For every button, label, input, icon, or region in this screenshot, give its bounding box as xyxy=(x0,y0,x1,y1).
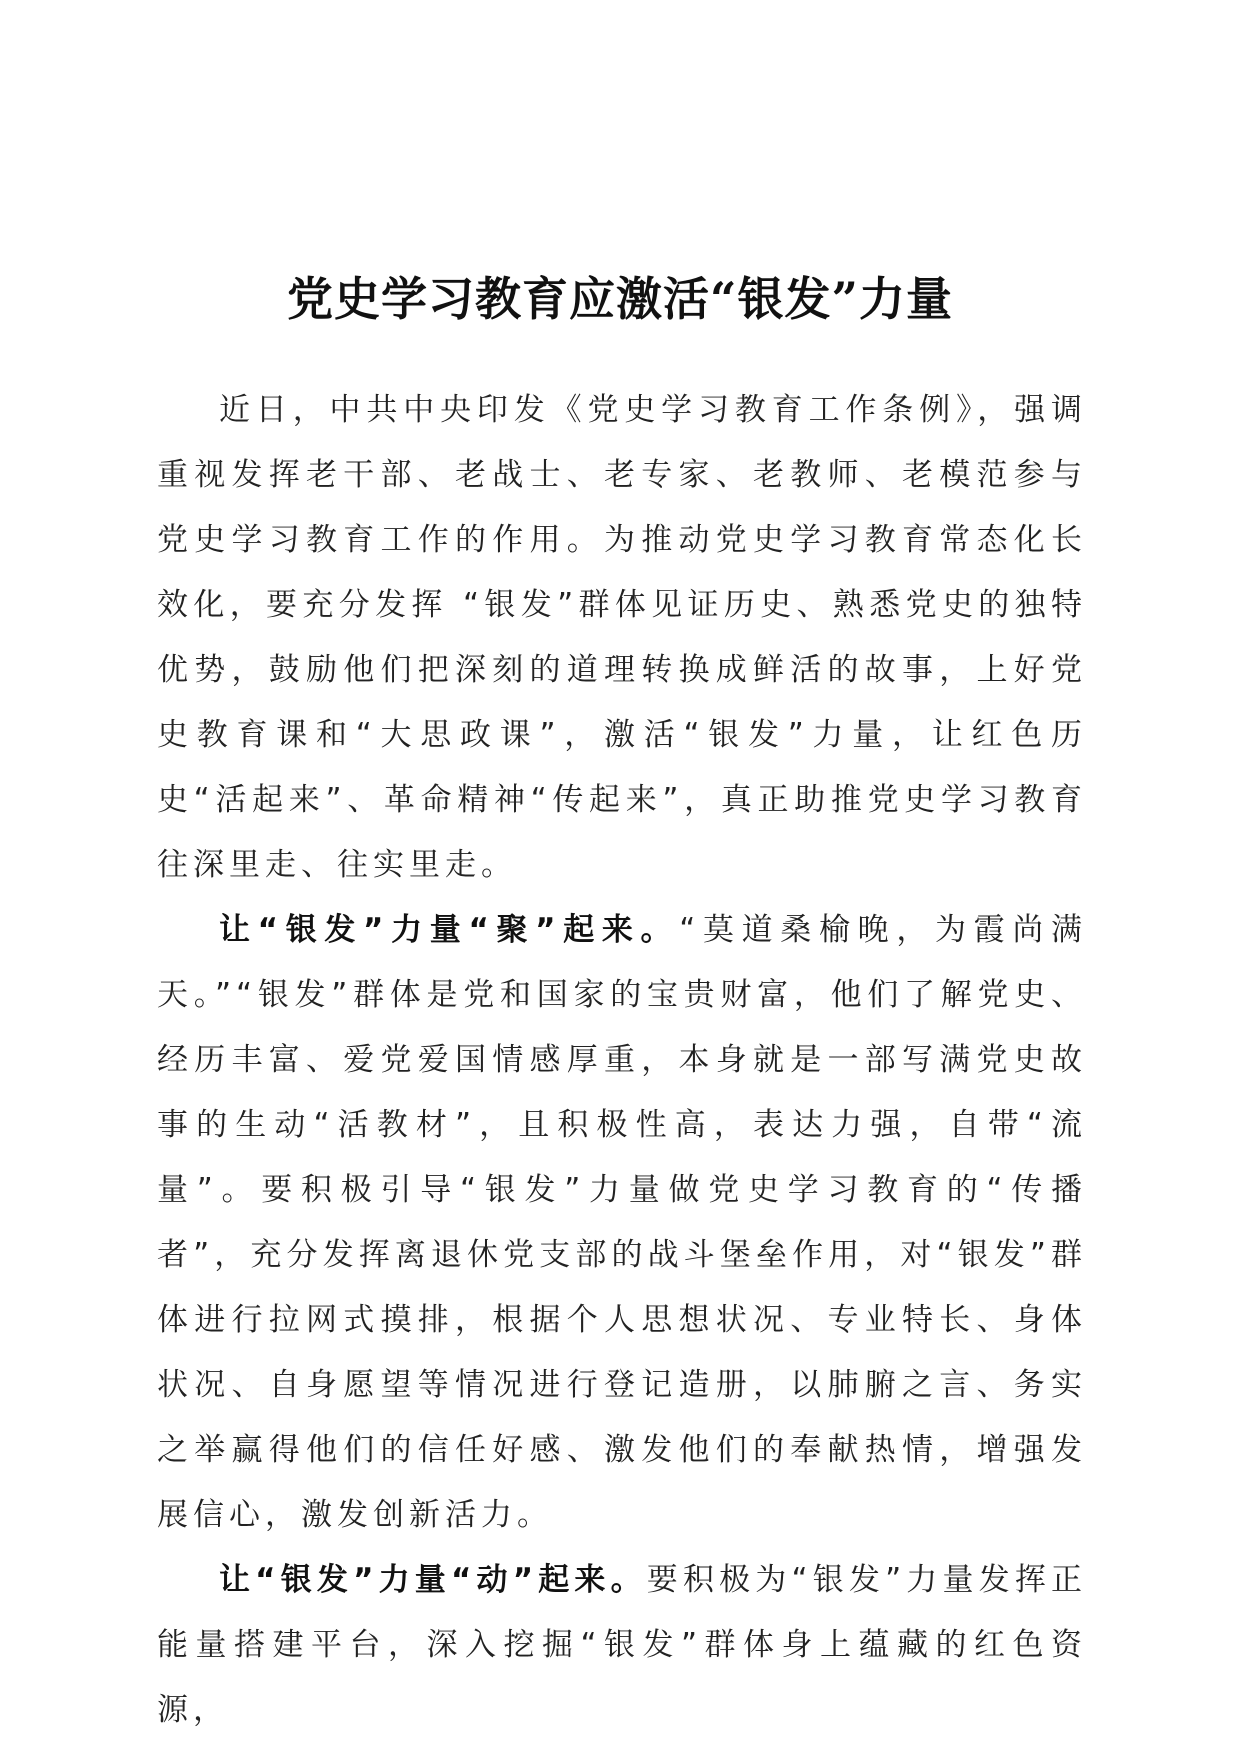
paragraph-text: “莫道桑榆晚，为霞尚满天。”“银发”群体是党和国家的宝贵财富，他们了解党史、经历丰富、爱党爱国情感厚重，本身就是一部写满党史故事的生动“活教材”，且积极性高，表达力强，自带“流量”。要积极引导“银发”力量做党史学习教育的“传播者”，充分发挥离退休党支部的战斗堡垒作用，对“银发”群体进行拉网式摸排，根据个人思想状况、专业特长、身体状况、自身愿望等情况进行登记造册，以肺腑之言、务实之举赢得他们的信任好感、激发他们的奉献热情，增强发展信心，激发创新活力。 xyxy=(157,912,1088,1533)
document-body xyxy=(157,378,1087,1743)
paragraph-lead-heading: 让“银发”力量“聚”起来。 xyxy=(219,912,680,948)
paragraph-mobilize xyxy=(157,1548,1087,1743)
paragraph-text: 要积极为“银发”力量发挥正能量搭建平台，深入挖掘“银发”群体身上蕴藏的红色资源， xyxy=(157,1562,1088,1728)
paragraph-gather xyxy=(157,898,1087,1548)
document-title: 党史学习教育应激活“银发”力量 xyxy=(287,271,953,326)
paragraph-text: 近日，中共中央印发《党史学习教育工作条例》，强调重视发挥老干部、老战士、老专家、老教师、老模范参与党史学习教育工作的作用。为推动党史学习教育常态化长效化，要充分发挥 “银发”群体见证历史、熟悉党史的独特优势，鼓励他们把深刻的道理转换成鲜活的故事，上好党史教育课和“大思政课”，激活“银发”力量，让红色历史“活起来”、革命精神“传起来”，真正助推党史学习教育往深里走、往实里走。 xyxy=(157,392,1087,883)
paragraph-intro xyxy=(157,378,1087,898)
paragraph-lead-heading: 让“银发”力量“动”起来。 xyxy=(219,1562,647,1598)
